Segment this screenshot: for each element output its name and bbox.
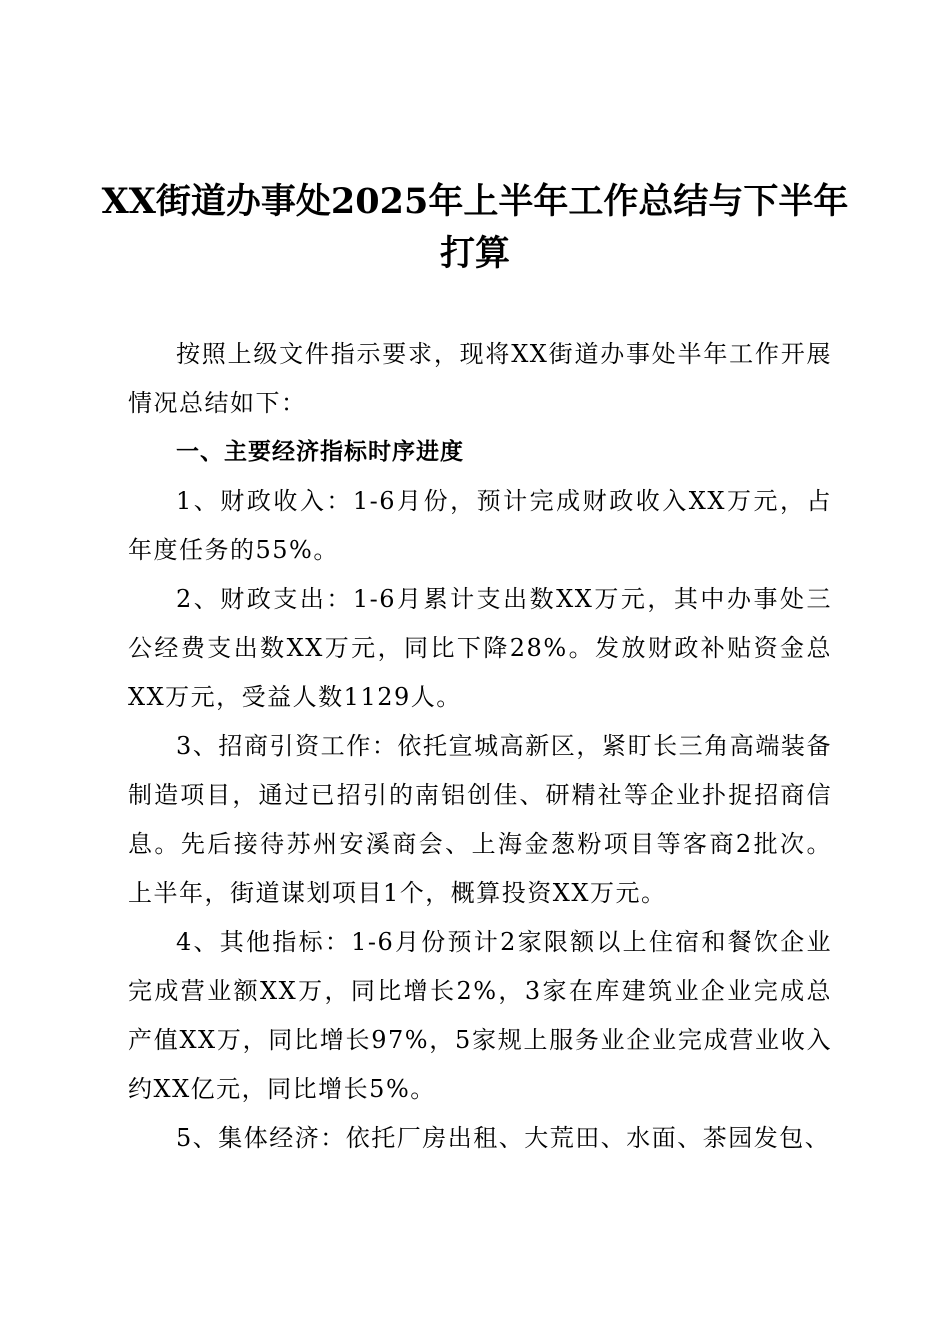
document-body <box>128 330 832 1163</box>
item-fiscal-revenue: 1、财政收入：1-6月份，预计完成财政收入XX万元，占年度任务的55%。 <box>128 487 832 564</box>
document-title: XX街道办事处2025年上半年工作总结与下半年打算 <box>101 181 849 274</box>
intro-paragraph: 按照上级文件指示要求，现将XX街道办事处半年工作开展情况总结如下： <box>128 340 832 417</box>
section-heading: 一、主要经济指标时序进度 <box>176 439 464 465</box>
item-investment-attraction: 3、招商引资工作：依托宣城高新区，紧盯长三角高端装备制造项目，通过已招引的南铝创佳、研精社等企业扑捉招商信息。先后接待苏州安溪商会、上海金葱粉项目等客商2批次。上半年，街道谋划项目1个，概算投资XX万元。 <box>128 732 832 907</box>
item-other-indicators: 4、其他指标：1-6月份预计2家限额以上住宿和餐饮企业完成营业额XX万，同比增长2%，3家在库建筑业企业完成总产值XX万，同比增长97%，5家规上服务业企业完成营业收入约XX亿元，同比增长5%。 <box>128 928 832 1103</box>
item-fiscal-expenditure: 2、财政支出：1-6月累计支出数XX万元，其中办事处三公经费支出数XX万元，同比下降28%。发放财政补贴资金总XX万元，受益人数1129人。 <box>128 585 832 711</box>
item-collective-economy: 5、集体经济：依托厂房出租、大荒田、水面、茶园发包、 <box>176 1124 831 1152</box>
